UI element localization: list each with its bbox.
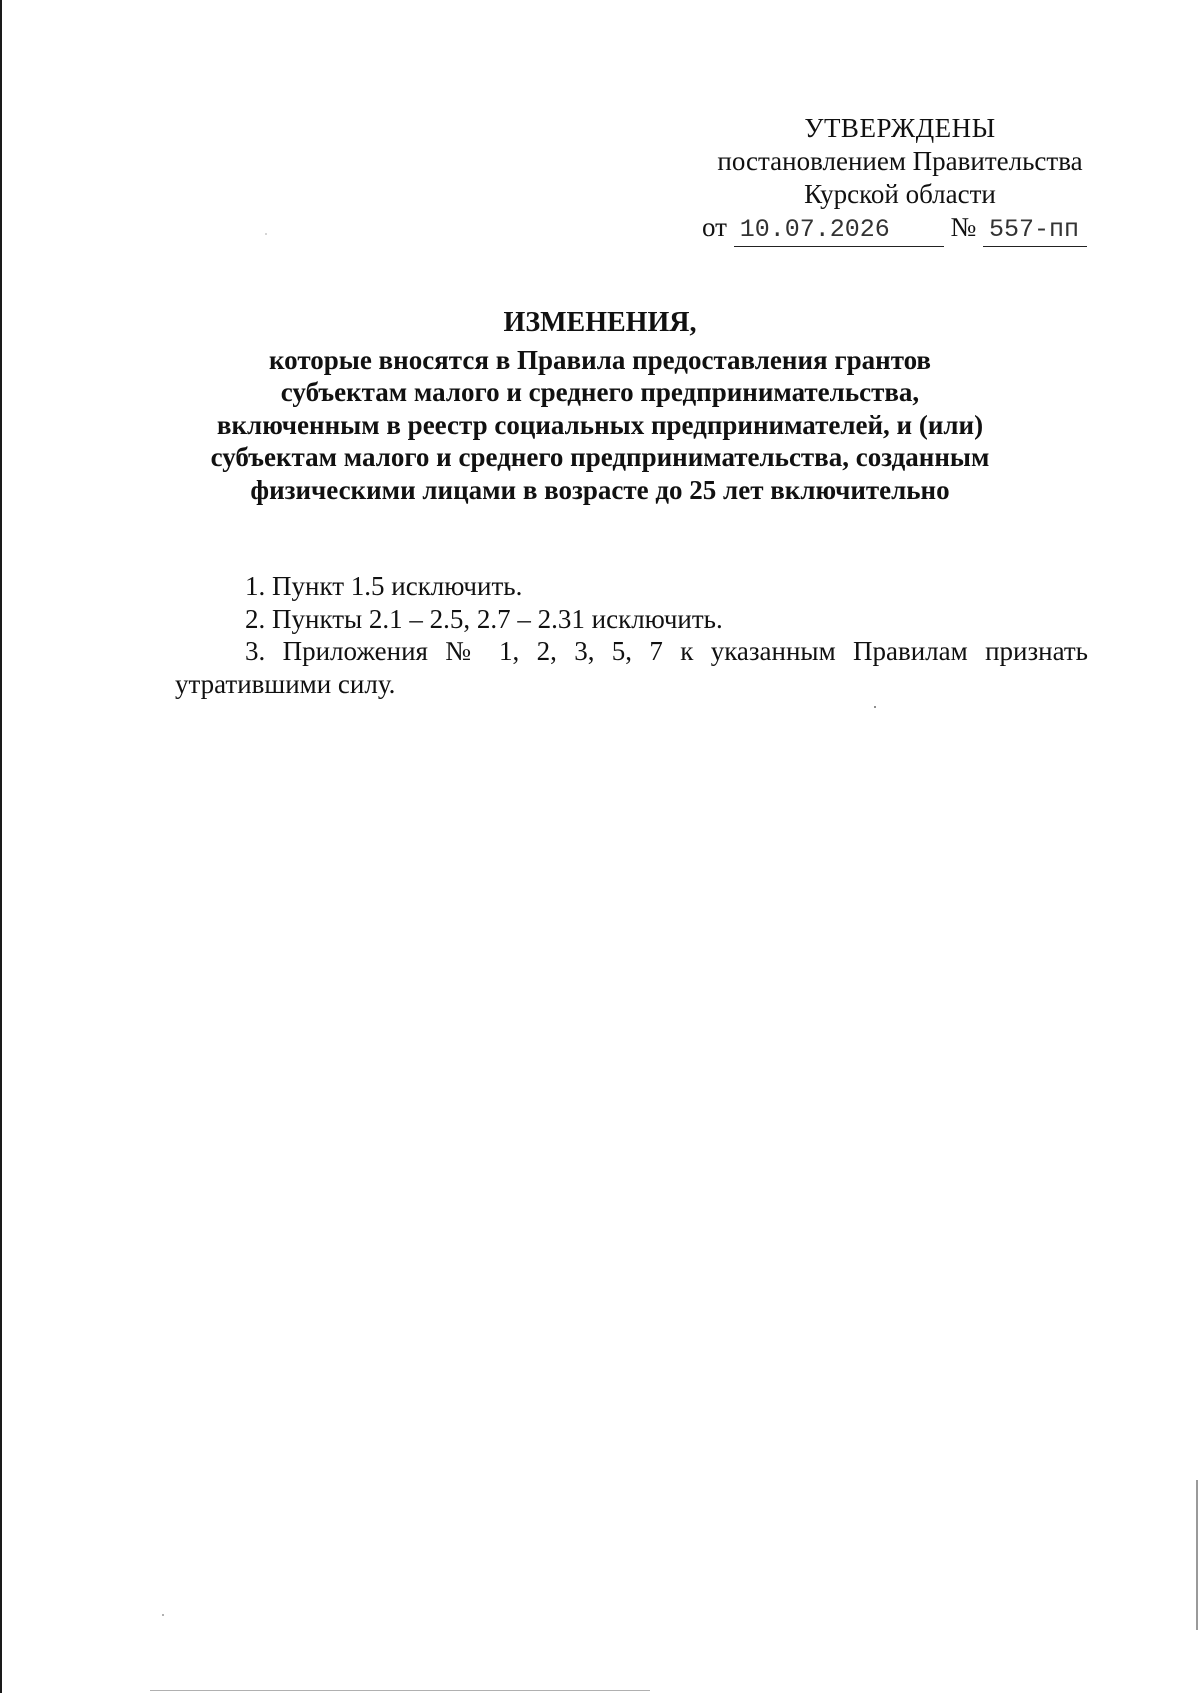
heading-line: которые вносятся в Правила предоставления грантов [268,344,932,375]
scan-edge-bottom [150,1690,650,1691]
heading-line: физическими лицами в возрасте до 25 лет включительно [250,474,950,505]
document-title: ИЗМЕНЕНИЯ, [503,307,697,338]
amendment-item: 3. Приложения № 1, 2, 3, 5, 7 к указанным Правилам признать утратившими силу. [175,636,1088,699]
document-heading [150,307,1050,506]
scan-edge-right [1196,1480,1198,1630]
number-sign: № [950,212,977,242]
approval-title: УТВЕРЖДЕНЫ [804,113,996,143]
heading-line: включенным в реестр социальных предпринимателей, и (или) [216,409,984,440]
amendment-items [175,570,1088,700]
scan-speck [162,1614,164,1616]
scan-speck [874,706,876,708]
heading-line: субъектам малого и среднего предпринимательства, [280,377,920,407]
approval-line-1: постановлением Правительства [717,146,1083,176]
approval-line-2: Курской области [804,179,996,209]
heading-line: субъектам малого и среднего предпринимательства, созданным [210,442,990,472]
decree-date: 10.07.2026 [734,213,944,247]
amendment-item: 1. Пункт 1.5 исключить. [245,571,523,601]
decree-number: 557-пп [983,213,1087,247]
approval-block [690,112,1110,247]
scan-edge-left [0,0,2,1693]
date-prefix: от [702,212,727,242]
approval-date-line [690,211,1110,247]
scan-speck [265,233,267,235]
amendment-item: 2. Пункты 2.1 – 2.5, 2.7 – 2.31 исключить. [245,603,723,634]
